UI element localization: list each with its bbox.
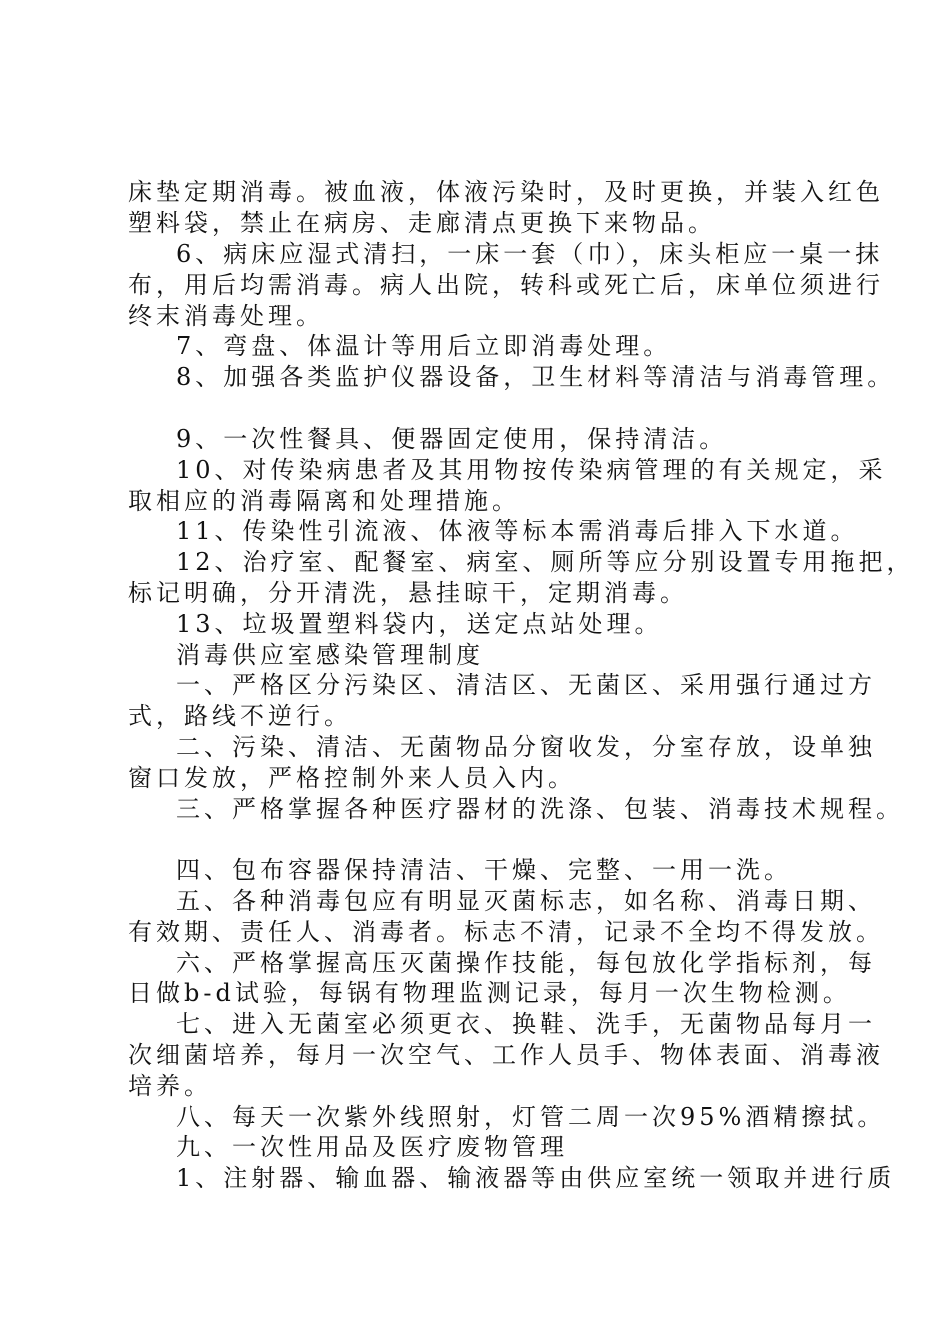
text-line: 式，路线不逆行。: [128, 702, 352, 730]
text-line: 13、垃圾置塑料袋内，送定点站处理。: [176, 610, 663, 638]
text-line: 塑料袋，禁止在病房、走廊清点更换下来物品。: [128, 209, 716, 237]
text-line: 次细菌培养，每月一次空气、工作人员手、物体表面、消毒液: [128, 1041, 884, 1069]
text-line: 取相应的消毒隔离和处理措施。: [128, 487, 520, 515]
text-line: 六、严格掌握高压灭菌操作技能，每包放化学指标剂，每: [176, 949, 876, 977]
text-line: 布，用后均需消毒。病人出院，转科或死亡后，床单位须进行: [128, 271, 884, 299]
text-line: 培养。: [128, 1072, 212, 1100]
text-line: 五、各种消毒包应有明显灭菌标志，如名称、消毒日期、: [176, 887, 876, 915]
text-line: 四、包布容器保持清洁、干燥、完整、一用一洗。: [176, 856, 792, 884]
text-line: 日做b-d试验，每锅有物理监测记录，每月一次生物检测。: [128, 979, 851, 1007]
text-line: 10、对传染病患者及其用物按传染病管理的有关规定，采: [176, 456, 887, 484]
text-line: 八、每天一次紫外线照射，灯管二周一次95%酒精擦拭。: [176, 1103, 886, 1131]
text-line: 一、严格区分污染区、清洁区、无菌区、采用强行通过方: [176, 671, 876, 699]
text-line: 九、一次性用品及医疗废物管理: [176, 1133, 568, 1161]
text-line: 6、病床应湿式清扫，一床一套（巾），床头柜应一桌一抹: [176, 240, 884, 268]
text-line: 12、治疗室、配餐室、病室、厕所等应分别设置专用拖把，: [176, 548, 915, 576]
text-line: 终末消毒处理。: [128, 302, 324, 330]
text-line: 床垫定期消毒。被血液，体液污染时，及时更换，并装入红色: [128, 178, 884, 206]
text-line: 11、传染性引流液、体液等标本需消毒后排入下水道。: [176, 517, 859, 545]
section-title: 消毒供应室感染管理制度: [176, 641, 484, 669]
text-line: 标记明确，分开清洗，悬挂晾干，定期消毒。: [128, 579, 688, 607]
text-line: 8、加强各类监护仪器设备，卫生材料等清洁与消毒管理。: [176, 363, 896, 391]
text-line: 窗口发放，严格控制外来人员入内。: [128, 764, 576, 792]
text-line: 三、严格掌握各种医疗器材的洗涤、包装、消毒技术规程。: [176, 795, 904, 823]
text-line: 1、注射器、输血器、输液器等由供应室统一领取并进行质: [176, 1164, 896, 1192]
text-line: 9、一次性餐具、便器固定使用，保持清洁。: [176, 425, 728, 453]
text-line: 有效期、责任人、消毒者。标志不清，记录不全均不得发放。: [128, 918, 884, 946]
text-line: 二、污染、清洁、无菌物品分窗收发，分室存放，设单独: [176, 733, 876, 761]
text-line: 7、弯盘、体温计等用后立即消毒处理。: [176, 332, 672, 360]
text-line: 七、进入无菌室必须更衣、换鞋、洗手，无菌物品每月一: [176, 1010, 876, 1038]
